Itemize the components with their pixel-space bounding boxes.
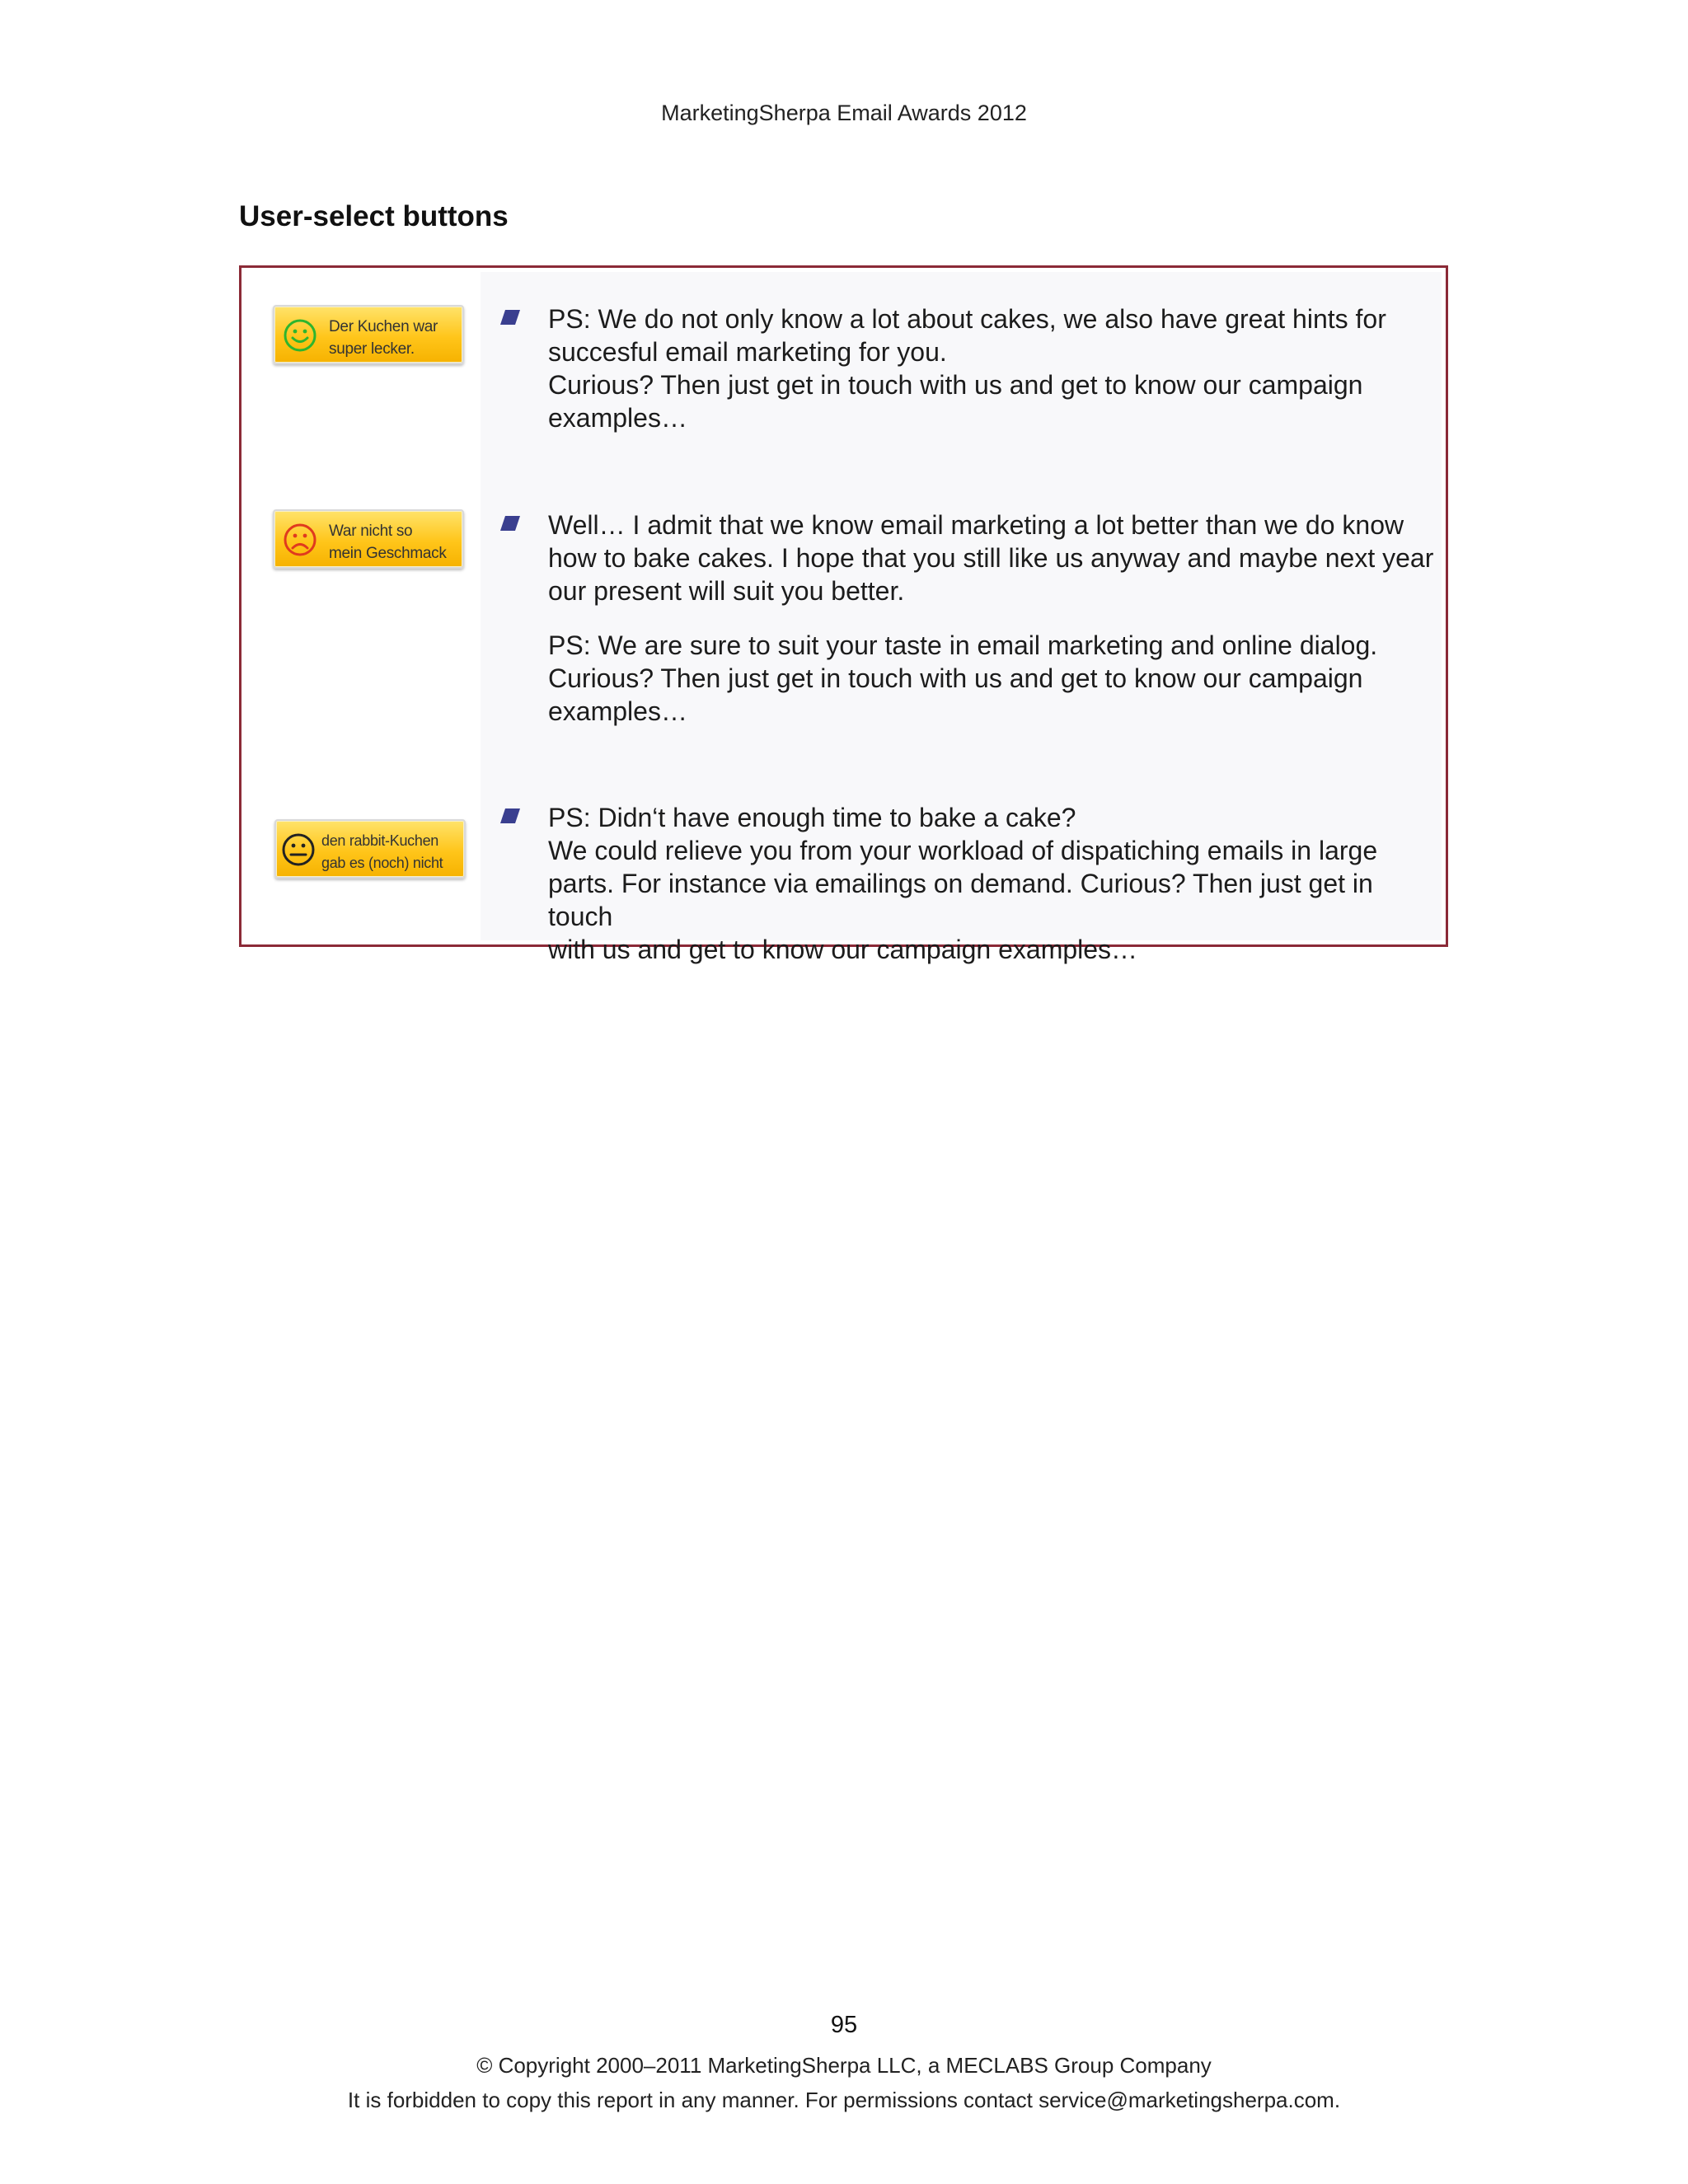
text-line: PS: We do not only know a lot about cakes, we also have great hints for [548, 304, 1386, 334]
response-text-no-cake [548, 801, 1438, 966]
text-line: with us and get to know our campaign examples… [548, 935, 1138, 964]
text-line: Curious? Then just get in touch with us and get to know our campaign [548, 370, 1363, 400]
permissions-notice: It is forbidden to copy this report in any manner. For permissions contact service@marketingsherpa.com. [347, 2088, 1341, 2112]
button-label-line: gab es (noch) nicht [321, 855, 443, 871]
text-line: parts. For instance via emailings on demand. Curious? Then just get in touch [548, 869, 1373, 931]
text-line: PS: Didn‘t have enough time to bake a cake? [548, 803, 1076, 832]
smiley-neutral-icon [281, 832, 316, 867]
button-label-line: super lecker. [329, 340, 415, 358]
text-line: examples… [548, 696, 687, 726]
button-label [329, 316, 461, 360]
text-line: how to bake cakes. I hope that you still like us anyway and maybe next year [548, 543, 1434, 573]
bullet-icon [499, 309, 521, 326]
button-label-line: Der Kuchen war [329, 318, 438, 335]
feedback-button-disliked[interactable] [273, 509, 464, 569]
text-line: Curious? Then just get in touch with us and get to know our campaign [548, 663, 1363, 693]
text-line: PS: We are sure to suit your taste in email marketing and online dialog. [548, 630, 1378, 660]
feedback-button-no-cake[interactable] [274, 819, 466, 879]
text-line: Well… I admit that we know email marketing a lot better than we do know [548, 510, 1404, 540]
feedback-button-liked[interactable] [273, 305, 464, 364]
section-title: User-select buttons [239, 200, 509, 232]
text-line: succesful email marketing for you. [548, 337, 947, 367]
copyright-line: © Copyright 2000–2011 MarketingSherpa LLC, a MECLABS Group Company [476, 2053, 1212, 2078]
button-label-line: War nicht so [329, 523, 413, 540]
button-label [329, 520, 461, 565]
button-label [321, 830, 463, 874]
running-header: MarketingSherpa Email Awards 2012 [661, 101, 1027, 125]
text-line: We could relieve you from your workload of dispatiching emails in large [548, 836, 1378, 865]
page-number: 95 [830, 2012, 858, 2038]
response-text-liked [548, 302, 1438, 434]
response-text-disliked [548, 509, 1438, 607]
text-line: examples… [548, 403, 687, 433]
smiley-sad-icon [283, 523, 317, 557]
bullet-icon [499, 808, 521, 824]
bullet-icon [499, 515, 521, 532]
text-line: our present will suit you better. [548, 576, 905, 606]
smiley-happy-icon [283, 318, 317, 353]
button-label-line: den rabbit-Kuchen [321, 832, 439, 849]
response-text-disliked-ps [548, 629, 1438, 728]
button-label-line: mein Geschmack [329, 545, 447, 562]
